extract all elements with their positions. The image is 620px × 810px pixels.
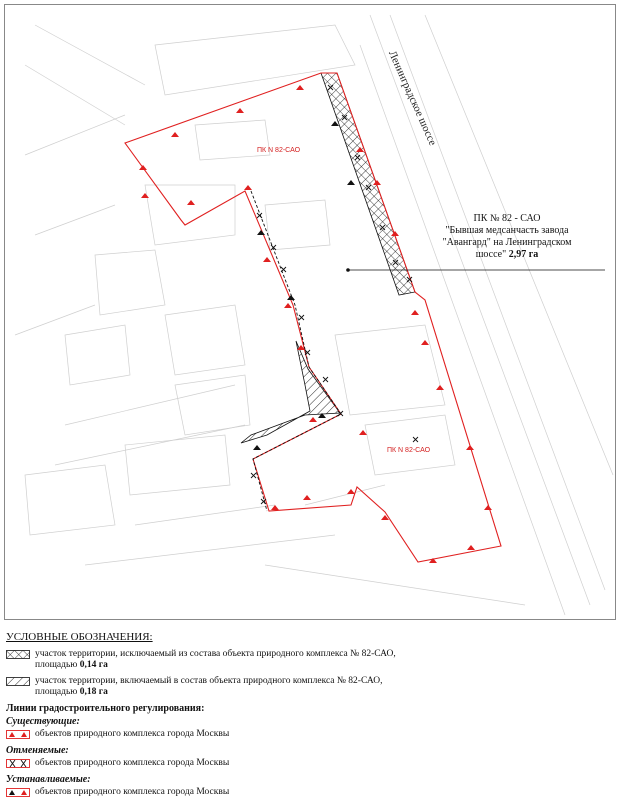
zone-label-top: ПК N 82-САО	[257, 147, 301, 154]
legend-included-area: 0,18 га	[79, 687, 108, 697]
cancelled-line	[251, 191, 341, 511]
legend-excluded-area: 0,14 га	[79, 660, 108, 670]
basemap	[15, 15, 613, 615]
legend-existing	[6, 729, 606, 740]
legend-existing-heading: Существующие:	[6, 716, 80, 727]
callout-line2: "Бывшая медсанчасть завода	[445, 225, 569, 236]
legend-excluded	[6, 649, 606, 671]
diagonal-hatch-swatch-icon	[6, 677, 30, 686]
legend-cancelled-heading: Отменяемые:	[6, 745, 69, 756]
legend-included-prefix: площадью	[35, 687, 78, 697]
cancelled-markers	[253, 121, 355, 450]
legend-established-heading: Устанавливаемые:	[6, 774, 91, 785]
callout-line3: "Авангард" на Ленинградском	[442, 237, 572, 248]
legend	[6, 632, 606, 803]
callout-line1: ПК № 82 - САО	[473, 213, 541, 224]
boundary-line	[125, 73, 501, 562]
legend-existing-text: объектов природного комплекса города Москвы	[35, 729, 230, 739]
map-panel	[4, 4, 616, 620]
established-line-swatch-icon	[6, 788, 30, 797]
callout-text	[407, 213, 607, 261]
callout-area: 2,97 га	[508, 249, 539, 260]
legend-cancelled-text: объектов природного комплекса города Москвы	[35, 758, 230, 768]
map-canvas	[5, 5, 616, 620]
included-area	[241, 341, 340, 443]
legend-established	[6, 787, 606, 798]
boundary-markers	[139, 85, 492, 563]
road-label: Ленинградское шоссе	[386, 49, 439, 148]
excluded-area	[321, 73, 415, 295]
zone-label-bottom: ПК N 82-САО	[387, 447, 431, 454]
legend-lines-heading: Линии градостроительного регулирования:	[6, 703, 205, 714]
legend-included-text: участок территории, включаемый в состав объекта природного комплекса № 82-САО,	[35, 676, 383, 686]
legend-established-text: объектов природного комплекса города Москвы	[35, 787, 230, 797]
legend-excluded-text: участок территории, исключаемый из состава объекта природного комплекса № 82-САО,	[35, 649, 396, 659]
legend-cancelled	[6, 758, 606, 769]
legend-title: УСЛОВНЫЕ ОБОЗНАЧЕНИЯ:	[6, 631, 153, 643]
legend-excluded-prefix: площадью	[35, 660, 78, 670]
existing-line-swatch-icon	[6, 730, 30, 739]
legend-included	[6, 676, 606, 698]
cross-hatch-swatch-icon	[6, 650, 30, 659]
cancelled-line-swatch-icon	[6, 759, 30, 768]
callout-line4: шоссе"	[475, 249, 507, 260]
